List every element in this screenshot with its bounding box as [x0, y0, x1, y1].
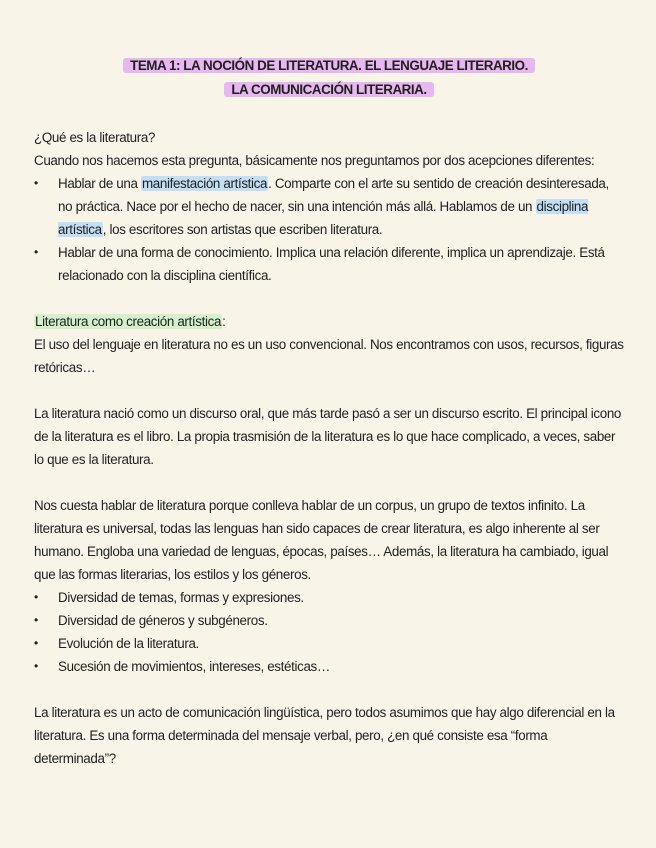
title-line-1: TEMA 1: LA NOCIÓN DE LITERATURA. EL LENGUAJE LITERARIO. [123, 58, 535, 73]
item-text-mid: . Comparte con el arte su sentido de creación desinteresada, no práctica. Nace por el hecho de nacer, sin una intención más allá. Hablamos de un [58, 176, 609, 214]
paragraph-corpus: Nos cuesta hablar de literatura porque conlleva hablar de un corpus, un grupo de textos infinito. La literatura es universal, todas las lenguas han sido capaces de crear literatura, es algo inherente al ser humano. Engloba una variedad de lenguas, épocas, países… Además, la literatura ha cambiado, igual que las formas literarias, los estilos y los géneros. [34, 498, 609, 582]
section-heading-highlight: Literatura como creación artística [35, 314, 222, 329]
paragraph-closing: La literatura es un acto de comunicación lingüística, pero todos asumimos que hay algo diferencial en la literatura. Es una forma determinada del mensaje verbal, pero, ¿en qué consiste esa “forma determinada”? [34, 705, 615, 766]
document-page [34, 54, 624, 770]
item-text-pre: Hablar de una [58, 176, 141, 191]
list-item: • Hablar de una forma de conocimiento. Implica una relación diferente, implica un aprendizaje. Está relacionado con la disciplina científica. [34, 241, 624, 287]
diversidad-list [34, 586, 624, 678]
document-title [34, 54, 624, 101]
list-item: • Sucesión de movimientos, intereses, estéticas… [34, 655, 624, 678]
highlight-manifestacion: manifestación artística [141, 176, 268, 191]
list-item [34, 172, 624, 241]
paragraph-discurso-oral: La literatura nació como un discurso oral, que más tarde pasó a ser un discurso escrito. El principal icono de la literatura es el libro. La propia trasmisión de la literatura es lo que hace complicado, a veces, saber lo que es la literatura. [34, 406, 622, 467]
list-item: • Diversidad de géneros y subgéneros. [34, 609, 624, 632]
section-heading [34, 310, 624, 333]
list-item: • Evolución de la literatura. [34, 632, 624, 655]
acepciones-list [34, 172, 624, 287]
highlight-disciplina: disciplina artística [58, 199, 589, 237]
list-item: • Diversidad de temas, formas y expresiones. [34, 586, 624, 609]
section-heading-colon: : [222, 314, 226, 329]
title-line-2: LA COMUNICACIÓN LITERARIA. [224, 82, 433, 97]
item-text-post: , los escritores son artistas que escriben literatura. [102, 222, 383, 237]
intro-question: ¿Qué es la literatura? [34, 130, 156, 145]
intro-text: Cuando nos hacemos esta pregunta, básicamente nos preguntamos por dos acepciones diferentes: [34, 153, 595, 168]
paragraph-lenguaje: El uso del lenguaje en literatura no es un uso convencional. Nos encontramos con usos, recursos, figuras retóricas… [34, 337, 624, 375]
